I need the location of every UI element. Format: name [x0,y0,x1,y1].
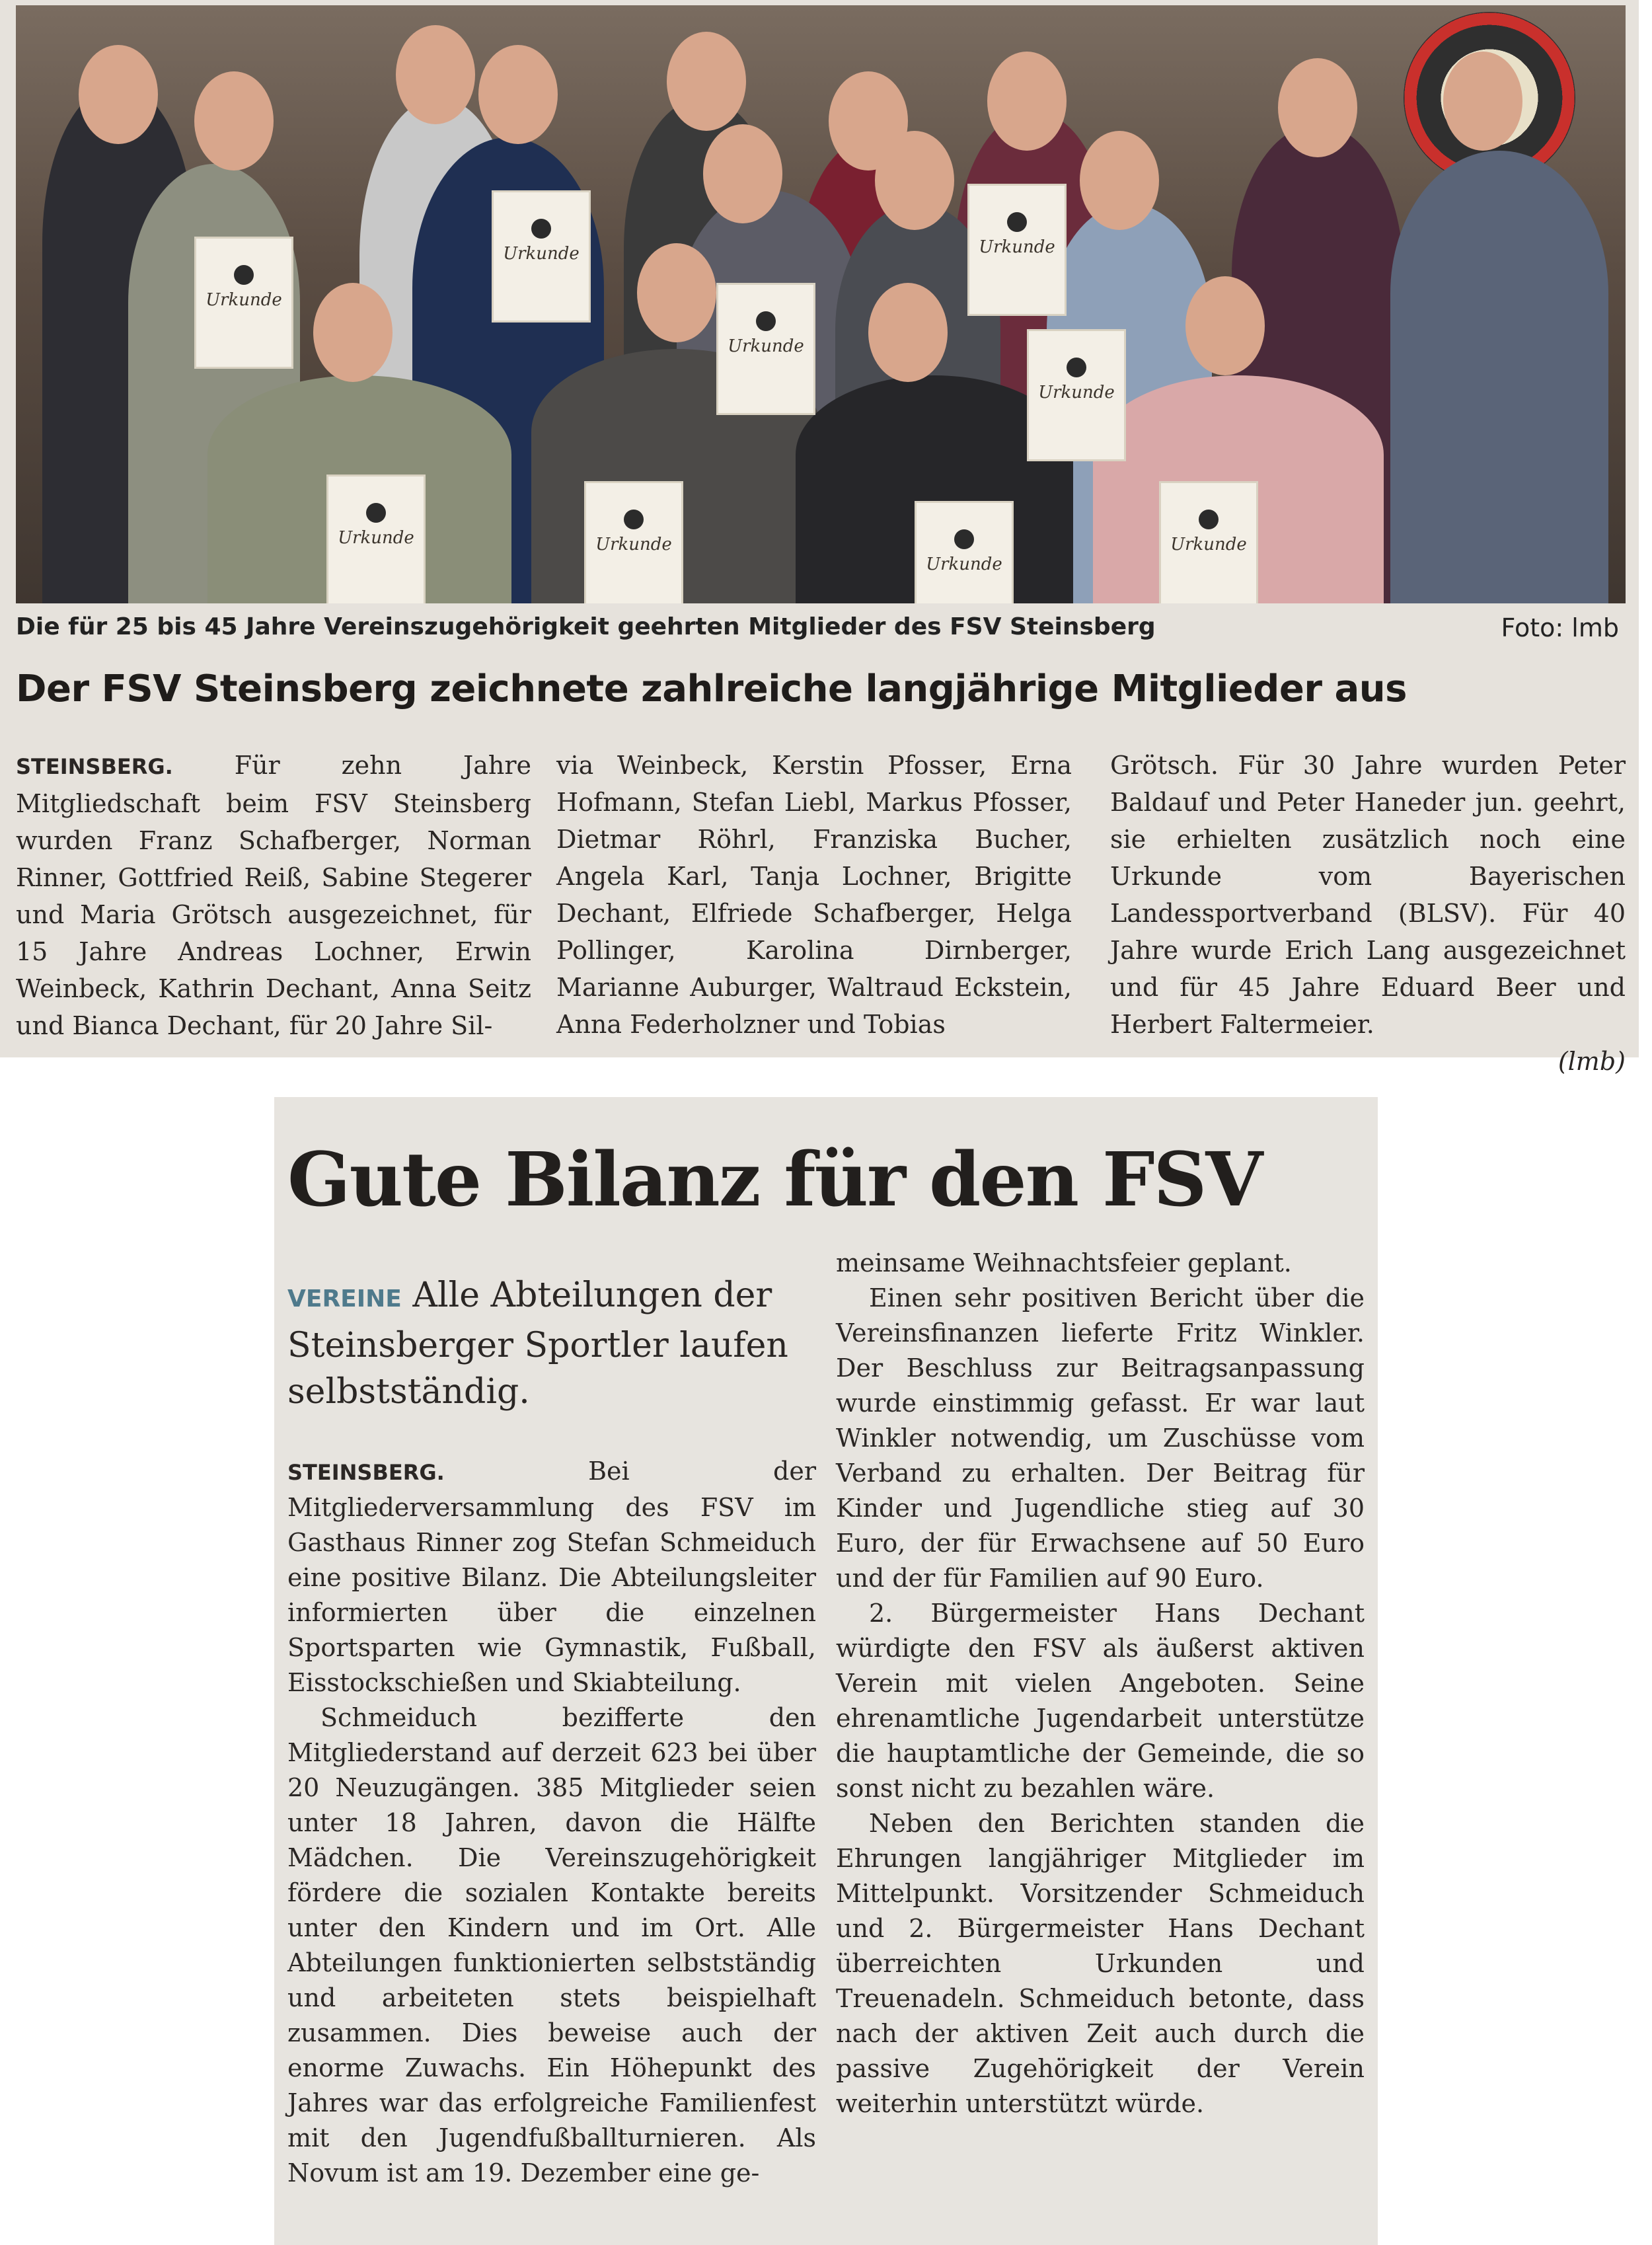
paragraph: meinsame Weihnachtsfeier geplant. [836,1248,1292,1277]
column-text: Für zehn Jahre Mitgliedschaft beim FSV Steinsberg wurden Franz Schafberger, Norman Rinner, Gottfried Reiß, Sabine Stegerer und Maria Grötsch ausgezeichnet, für 15 Jahre Andreas Lochner, Erwin Weinbeck, Kathrin Dechant, Anna Seitz und Bianca Dechant, für 20 Jahre Sil- [16,751,531,1040]
dateline: STEINSBERG. [287,1460,445,1485]
certificate: Urkunde [584,481,683,603]
paragraph [287,1454,816,1700]
photo-credit: Foto: lmb [1501,613,1619,642]
paragraph-text: Bei der Mitgliederversammlung des FSV im Gasthaus Rinner zog Stefan Schmeiduch eine positive Bilanz. Die Abteilungsleiter informierten über die einzelnen Sportsparten wie Gymnastik, Fußball, Eisstockschießen und Skiabteilung. [287,1457,816,1697]
person-head [1278,58,1357,157]
certificate: Urkunde [967,184,1067,316]
person-head [875,131,954,230]
paragraph: Schmeiduch bezifferte den Mitgliederstand auf derzeit 623 bei über 20 Neuzugängen. 385 Mitglieder seien unter 18 Jahren, davon die Hälfte Mädchen. Die Vereinszugehörigkeit fördere die sozialen Kontakte bereits unter den Kindern und im Ort. Alle Abteilungen funktionierten selbstständig und arbeiteten stets beispielhaft zusammen. Dies beweise auch der enorme Zuwachs. Ein Höhepunkt des Jahres war das erfolgreiche Familienfest mit den Jugendfußballturnieren. Als Novum ist am 19. Dezember eine ge- [287,1703,816,2188]
dateline: STEINSBERG. [16,754,173,779]
subheadline-text: Alle Abteilungen der Steinsberger Sportler laufen selbstständig. [287,1275,788,1412]
article-headline: Gute Bilanz für den FSV [287,1137,1262,1223]
person-head [1185,276,1265,375]
certificate: Urkunde [1027,329,1126,461]
certificate: Urkunde [716,283,815,415]
paragraph: Einen sehr positiven Bericht über die Vereinsfinanzen lieferte Fritz Winkler. Der Beschluss zur Beitragsanpassung wurde einstimmig gefasst. Er war laut Winkler notwendig, um Zuschüsse vom Verband zu erhalten. Der Beitrag für Kinder und Jugendliche stieg auf 30 Euro, der für Erwachsene auf 50 Euro und der für Familien auf 90 Euro. [836,1283,1365,1593]
certificate: Urkunde [492,190,591,323]
section-kicker: VEREINE [287,1285,402,1313]
certificate: Urkunde [1159,481,1258,603]
certificate: Urkunde [326,475,426,603]
column-text: Grötsch. Für 30 Jahre wurden Peter Baldauf und Peter Haneder jun. geehrt, sie erhielten zusätzlich noch eine Urkunde vom Bayerischen Landessportverband (BLSV). Für 40 Jahre wurde Erich Lang ausgezeichnet und für 45 Jahre Eduard Beer und Herbert Faltermeier. [1110,751,1626,1039]
newspaper-clipping-report [274,1097,1378,2245]
certificate-seal [1067,358,1086,377]
subheadline [287,1272,809,1415]
article-column-left [287,1454,816,2191]
certificate-seal [624,510,644,529]
person-head [987,52,1067,151]
author-initials: (lmb) [1558,1047,1626,1076]
article-headline: Der FSV Steinsberg zeichnete zahlreiche langjährige Mitglieder aus [16,667,1407,710]
article-column-right [836,1246,1365,2121]
person-head [1443,52,1522,151]
person-head [478,45,558,144]
column-text: via Weinbeck, Kerstin Pfosser, Erna Hofmann, Stefan Liebl, Markus Pfosser, Dietmar Röhrl, Franziska Bucher, Angela Karl, Tanja Lochner, Brigitte Dechant, Elfriede Schafberger, Helga Pollinger, Karolina Dirnberger, Marianne Auburger, Waltraud Eckstein, Anna Federholzner und Tobias [556,751,1072,1039]
certificate-seal [1199,510,1219,529]
person-head [313,283,393,382]
person-head [79,45,158,144]
person-head [667,32,746,131]
certificate-seal [756,311,776,331]
certificate: Urkunde [194,237,293,369]
photo-caption [16,613,1626,650]
paragraph: Neben den Berichten standen die Ehrungen langjähriger Mitglieder im Mittelpunkt. Vorsitzender Schmeiduch und 2. Bürgermeister Hans Dechant überreichten Urkunden und Treuenadeln. Schmeiduch betonte, dass nach der aktiven Zeit auch durch die passive Zugehörigkeit der Verein weiterhin unterstützt würde. [836,1809,1365,2118]
caption-text: Die für 25 bis 45 Jahre Vereinszugehörigkeit geehrten Mitglieder des FSV Steinsberg [16,613,1156,640]
certificate-seal [531,219,551,239]
person [1390,151,1608,603]
person-head [194,71,274,171]
article-column-2 [556,747,1072,1057]
person-head [703,124,782,223]
certificate-seal [366,503,386,523]
person-head [637,243,716,342]
newspaper-clipping-honors [0,0,1639,1076]
certificate-seal [1007,212,1027,232]
paragraph: 2. Bürgermeister Hans Dechant würdigte den FSV als äußerst aktiven Verein mit vielen Angeboten. Seine ehrenamtliche Jugendarbeit unterstütze die hauptamtliche der Gemeinde, die so sonst nicht zu bezahlen wäre. [836,1599,1365,1803]
article-column-3 [1110,747,1626,1076]
certificate-seal [234,265,254,285]
person-head [396,25,475,124]
person-head [868,283,948,382]
group-photo [16,5,1626,603]
article-column-1 [16,747,531,1057]
person-head [1080,131,1159,230]
certificate: Urkunde [915,501,1014,603]
certificate-seal [954,529,974,549]
